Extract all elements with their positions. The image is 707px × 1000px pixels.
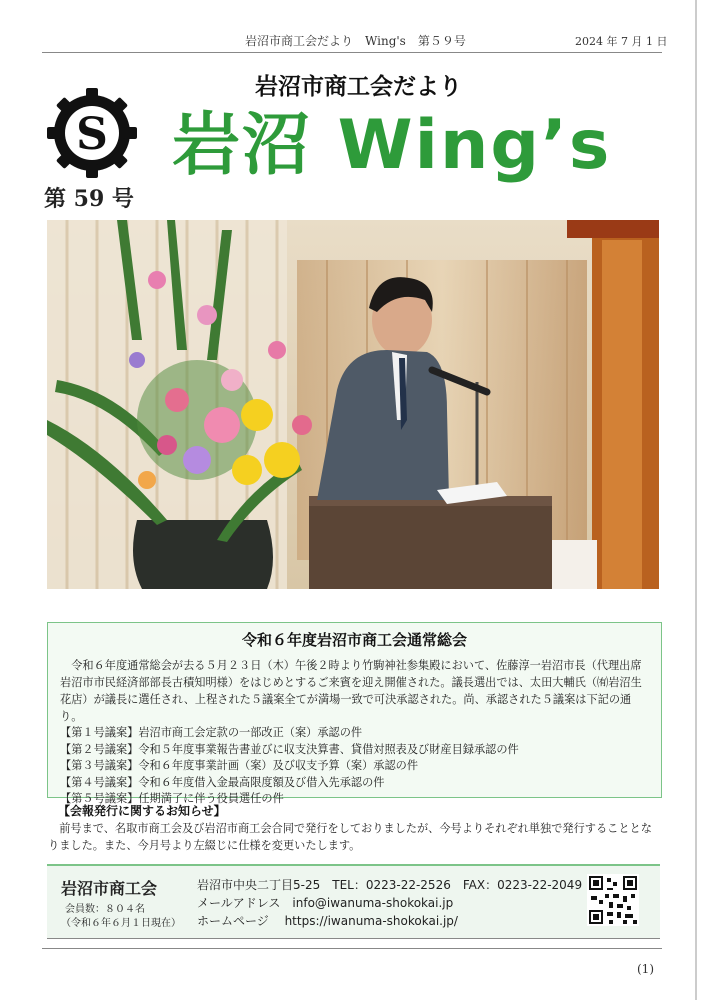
issue-date: 2024 年 7 月 1 日	[575, 35, 668, 48]
newsletter-brand-title: 岩沼 Wing’s	[172, 106, 612, 185]
address-line: 岩沼市中央二丁目5-25 TEL：0223-22-2526 FAX：0223-22-2049	[197, 878, 583, 892]
general-meeting-photo	[47, 220, 659, 589]
agenda-item: 【第５号議案】任期満了に伴う役員選任の件	[60, 792, 284, 805]
general-meeting-article	[47, 622, 662, 805]
header-divider	[42, 52, 662, 53]
agenda-item: 【第２号議案】令和５年度事業報告書並びに収支決算書、貸借対照表及び財産目録承認の件	[60, 742, 519, 756]
agenda-item: 【第４号議案】令和６年度借入金最高限度額及び借入先承認の件	[60, 775, 385, 789]
agenda-item: 【第３号議案】令和６年度事業計画（案）及び収支予算（案）承認の件	[60, 759, 419, 772]
contact-footer	[47, 864, 660, 939]
email-line[interactable]: メールアドレス info@iwanuma-shokokai.jp	[197, 896, 454, 910]
article-paragraph: 令和６年度通常総会が去る５月２３日（木）午後２時より竹駒神社参集殿において、佐藤淳一岩沼市長（代理出席岩沼市市民経済部部長古積知明様）をはじめとするご来賓を迎え開催された。議長選出では、太田大輔氏（㈲岩沼生花店）が議長に選任され、上程された５議案全てが満場一致で可決承認された。尚、承認された５議案は下記の通り。	[60, 659, 642, 723]
member-count: 会員数：８０４名	[65, 904, 145, 915]
notice-heading: 【会報発行に関するお知らせ】	[58, 804, 226, 818]
chamber-logo-icon	[45, 86, 139, 180]
article-title: 令和６年度岩沼市商工会通常総会	[241, 631, 467, 649]
article-body	[60, 657, 652, 808]
page-edge	[695, 0, 697, 1000]
issue-number: 第 59 号	[44, 186, 134, 212]
svg-text:S: S	[76, 109, 108, 160]
member-count-date: （令和６年６月１日現在）	[61, 918, 181, 929]
newsletter-subtitle: 岩沼市商工会だより	[255, 74, 462, 100]
page-number: (1)	[637, 962, 654, 976]
agenda-item: 【第１号議案】岩沼市商工会定款の一部改正（案）承認の件	[60, 726, 363, 739]
notice-body: 前号まで、名取市商工会及び岩沼市商工会合同で発行をしておりましたが、今号よりそれぞれ単独で発行することとなりました。また、今月号より左綴じに仕様を変更いたします。	[48, 822, 652, 852]
running-title: 岩沼市商工会だより Wing's 第５９号	[245, 34, 466, 48]
website-line[interactable]: ホームページ https://iwanuma-shokokai.jp/	[197, 914, 458, 928]
qr-code-icon[interactable]	[587, 874, 639, 926]
footer-divider	[42, 948, 662, 949]
org-name: 岩沼市商工会	[61, 879, 158, 898]
